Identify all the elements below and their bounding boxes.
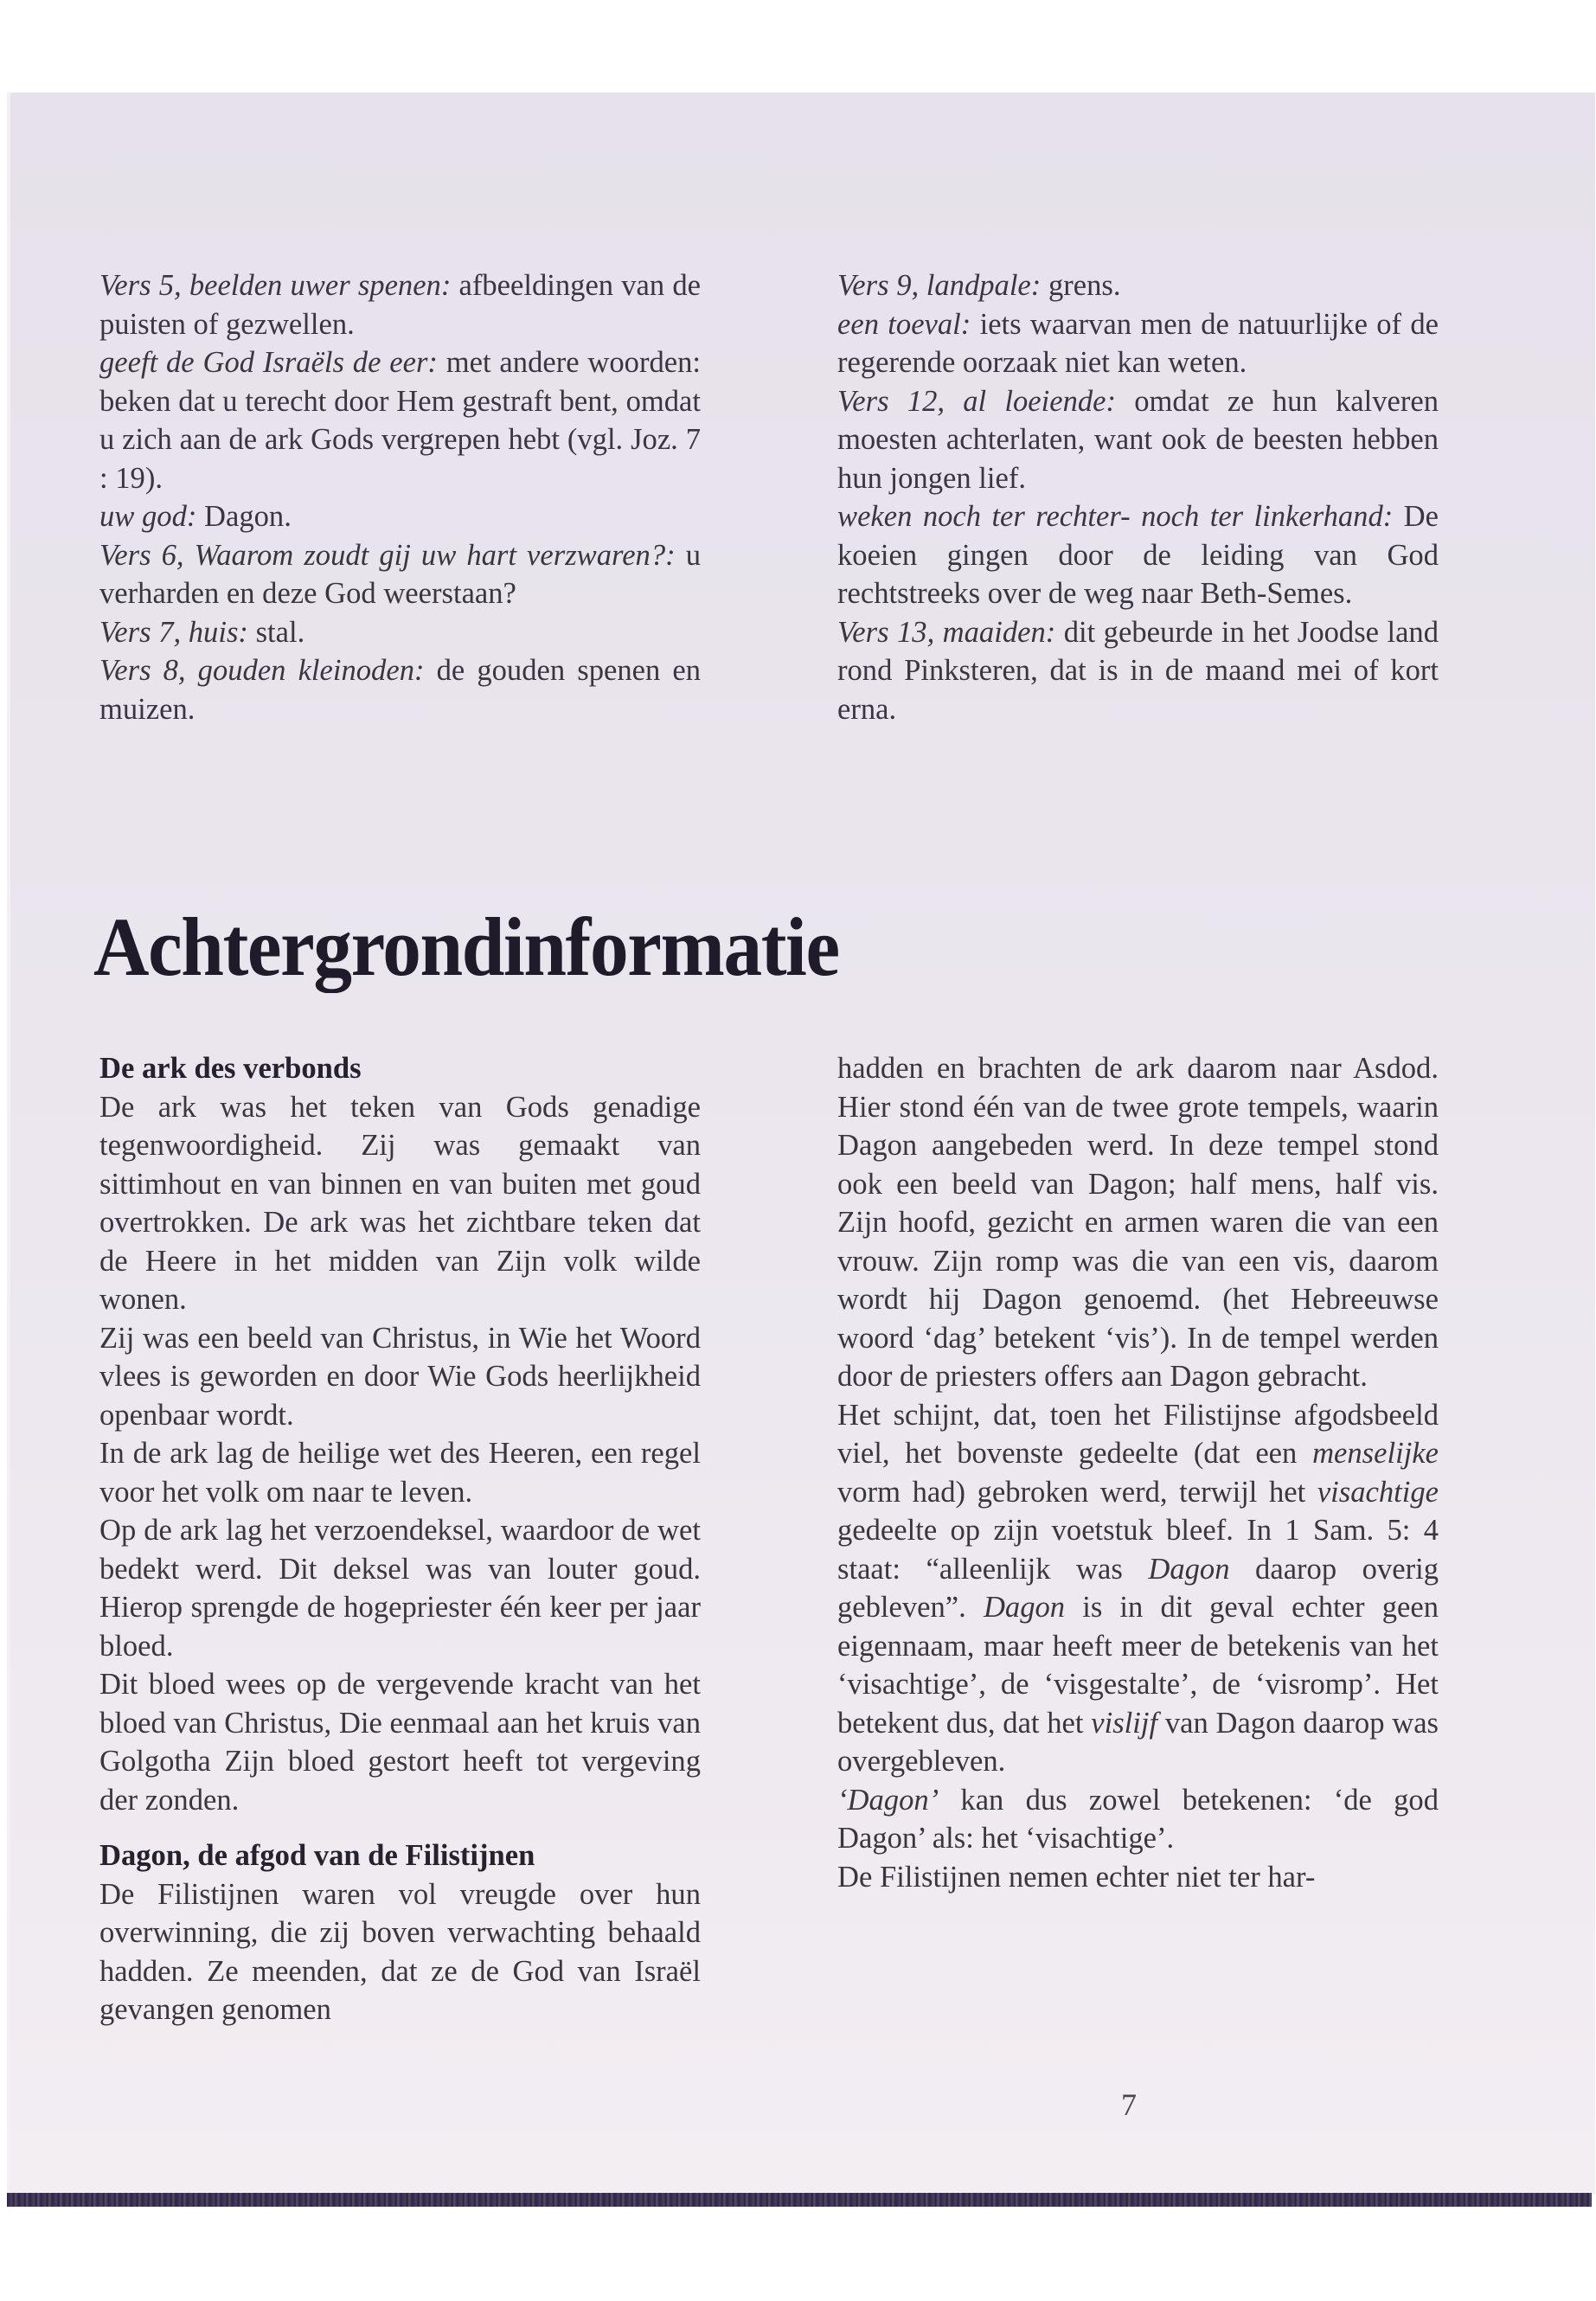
paragraph: In de ark lag de heilige wet des Heeren, een regel voor het volk om naar te leven.: [99, 1437, 701, 1509]
note: Vers 7, huis: stal.: [99, 615, 305, 649]
subheading-dagon: Dagon, de afgod van de Filistijnen: [99, 1839, 535, 1872]
paragraph: Zij was een beeld van Christus, in Wie het Woord vlees is geworden en door Wie Gods heerlijkheid openbaar wordt.: [99, 1321, 701, 1432]
paragraph: hadden en brachten de ark daarom naar Asdod. Hier stond één van de twee grote tempels, waarin Dagon aangebeden werd. In deze tempel stond ook een beeld van Dagon; half mens, half vis. Zijn hoofd, gezicht en armen waren die van een vrouw. Zijn romp was die van een vis, daarom wordt hij Dagon genoemd. (het Hebreeuwse woord ‘dag’ betekent ‘vis’). In de tempel werden door de priesters offers aan Dagon gebracht.: [837, 1052, 1439, 1393]
paragraph: Op de ark lag het verzoendeksel, waardoor de wet bedekt werd. Dit deksel was van louter goud. Hierop sprengde de hogepriester één keer per jaar bloed.: [99, 1514, 701, 1663]
subheading-ark: De ark des verbonds: [99, 1052, 362, 1085]
note: uw god: Dagon.: [99, 500, 292, 533]
page-bottom-edge: [7, 2193, 1592, 2207]
verse-notes-left: [99, 266, 701, 728]
note: geeft de God Israëls de eer: met andere woorden: beken dat u terecht door Hem gestraft bent, omdat u zich aan de ark Gods vergrepen hebt (vgl. Joz. 7 : 19).: [99, 346, 701, 495]
note: weken noch ter rechter- noch ter linkerhand: De koeien gingen door de leiding van God rechtstreeks over de weg naar Beth-Semes.: [837, 500, 1439, 610]
paragraph: Dit bloed wees op de vergevende kracht van het bloed van Christus, Die eenmaal aan het kruis van Golgotha Zijn bloed gestort heeft tot vergeving der zonden.: [99, 1668, 701, 1817]
paragraph: De ark was het teken van Gods genadige tegenwoordigheid. Zij was gemaakt van sittimhout en van binnen en van buiten met goud overtrokken. De ark was het zichtbare teken dat de Heere in het midden van Zijn volk wilde wonen.: [99, 1090, 701, 1316]
background-info-right: [837, 1049, 1439, 1896]
section-heading: Achtergrondinformatie: [93, 901, 839, 993]
note: Vers 13, maaiden: dit gebeurde in het Joodse land rond Pinksteren, dat is in de maand mei of kort erna.: [837, 615, 1439, 726]
paragraph: ‘Dagon’ kan dus zowel betekenen: ‘de god Dagon’ als: het ‘visachtige’.: [837, 1783, 1439, 1855]
page-number: 7: [1121, 2087, 1137, 2122]
note: Vers 6, Waarom zoudt gij uw hart verzwaren?: u verharden en deze God weerstaan?: [99, 538, 702, 610]
note: Vers 8, gouden kleinoden: de gouden spenen en muizen.: [99, 654, 701, 726]
paragraph: De Filistijnen waren vol vreugde over hun overwinning, die zij boven verwachting behaald hadden. Ze meenden, dat ze de God van Israël gevangen genomen: [99, 1877, 701, 2026]
note: een toeval: iets waarvan men de natuurlijke of de regerende oorzaak niet kan weten.: [837, 307, 1439, 379]
paragraph: De Filistijnen nemen echter niet ter har-: [837, 1860, 1316, 1894]
note: Vers 12, al loeiende: omdat ze hun kalveren moesten achterlaten, want ook de beesten hebben hun jongen lief.: [837, 384, 1439, 495]
note: Vers 9, landpale: grens.: [837, 269, 1121, 302]
note: Vers 5, beelden uwer spenen: afbeeldingen van de puisten of gezwellen.: [99, 269, 701, 341]
verse-notes-right: [837, 266, 1439, 728]
paragraph: Het schijnt, dat, toen het Filistijnse afgodsbeeld viel, het bovenste gedeelte (dat een menselijke vorm had) gebroken werd, terwijl het visachtige gedeelte op zijn voetstuk bleef. In 1 Sam. 5: 4 staat: “alleenlijk was Dagon daarop overig gebleven”. Dagon is in dit geval echter geen eigennaam, maar heeft meer de betekenis van het ‘visachtige’, de ‘visgestalte’, de ‘visromp’. Het betekent dus, dat het vislijf van Dagon daarop was overgebleven.: [837, 1398, 1439, 1778]
background-info-left: [99, 1049, 701, 2029]
